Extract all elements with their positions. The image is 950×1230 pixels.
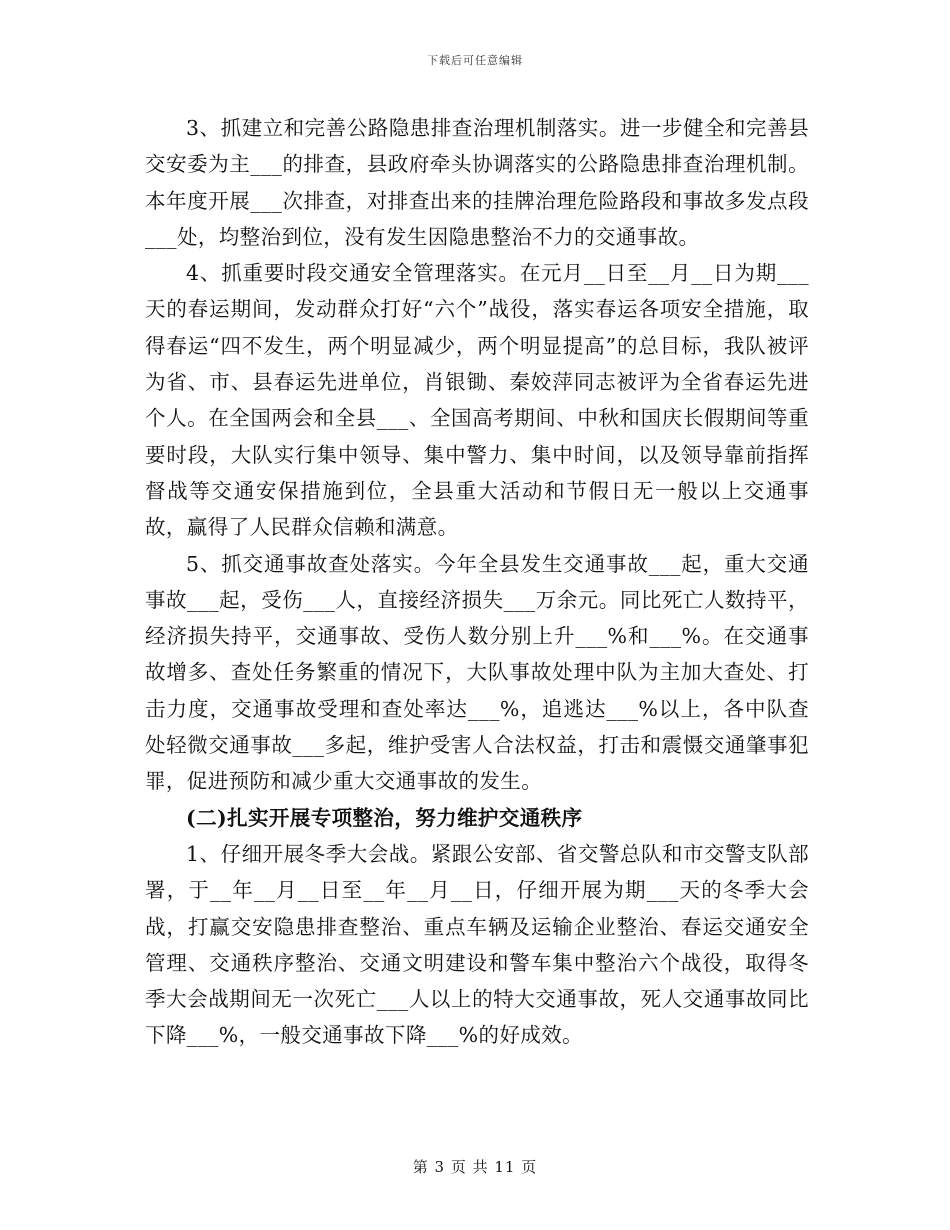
- section-heading-special-rectification: (二)扎实开展专项整治，努力维护交通秩序: [186, 805, 583, 830]
- paragraph-winter-campaign: 1、仔细开展冬季大会战。紧跟公安部、省交警总队和市交警支队部署，于__年__月__日至__年__月__日，仔细开展为期___天的冬季大会战，打赢交安隐患排查整治、重点车辆及运输企业整治、春运交通安全管理、交通秩序整治、交通文明建设和警车集中整治六个战役，取得冬季大会战期间无一次死亡___人以上的特大交通事故，死人交通事故同比下降___%，一般交通事故下降___%的好成效。: [145, 841, 809, 1048]
- document-body: [145, 110, 809, 1054]
- page-number: 第 3 页 共 11 页: [412, 1158, 538, 1176]
- paragraph-key-period-safety: 4、抓重要时段交通安全管理落实。在元月__日至__月__日为期___天的春运期间，发动群众打好“六个”战役，落实春运各项安全措施，取得春运“四不发生，两个明显减少，两个明显提高”的总目标，我队被评为省、市、县春运先进单位，肖银锄、秦姣萍同志被评为全省春运先进个人。在全国两会和全县___、全国高考期间、中秋和国庆长假期间等重要时段，大队实行集中领导、集中警力、集中时间，以及领导靠前指挥督战等交通安保措施到位，全县重大活动和节假日无一般以上交通事故，赢得了人民群众信赖和满意。: [145, 261, 809, 540]
- paragraph-accident-handling: 5、抓交通事故查处落实。今年全县发生交通事故___起，重大交通事故___起，受伤___人，直接经济损失___万余元。同比死亡人数持平，经济损失持平，交通事故、受伤人数分别上升___%和___%。在交通事故增多、查处任务繁重的情况下，大队事故处理中队为主加大查处、打击力度，交通事故受理和查处率达___%，追逃达___%以上，各中队查处轻微交通事故___多起，维护受害人合法权益，打击和震慑交通肇事犯罪，促进预防和减少重大交通事故的发生。: [145, 551, 809, 794]
- paragraph-hazard-investigation: 3、抓建立和完善公路隐患排查治理机制落实。进一步健全和完善县交安委为主___的排查，县政府牵头协调落实的公路隐患排查治理机制。本年度开展___次排查，对排查出来的挂牌治理危险路段和事故多发点段___处，均整治到位，没有发生因隐患整治不力的交通事故。: [145, 116, 809, 249]
- page-header: 下载后可任意编辑: [427, 54, 523, 67]
